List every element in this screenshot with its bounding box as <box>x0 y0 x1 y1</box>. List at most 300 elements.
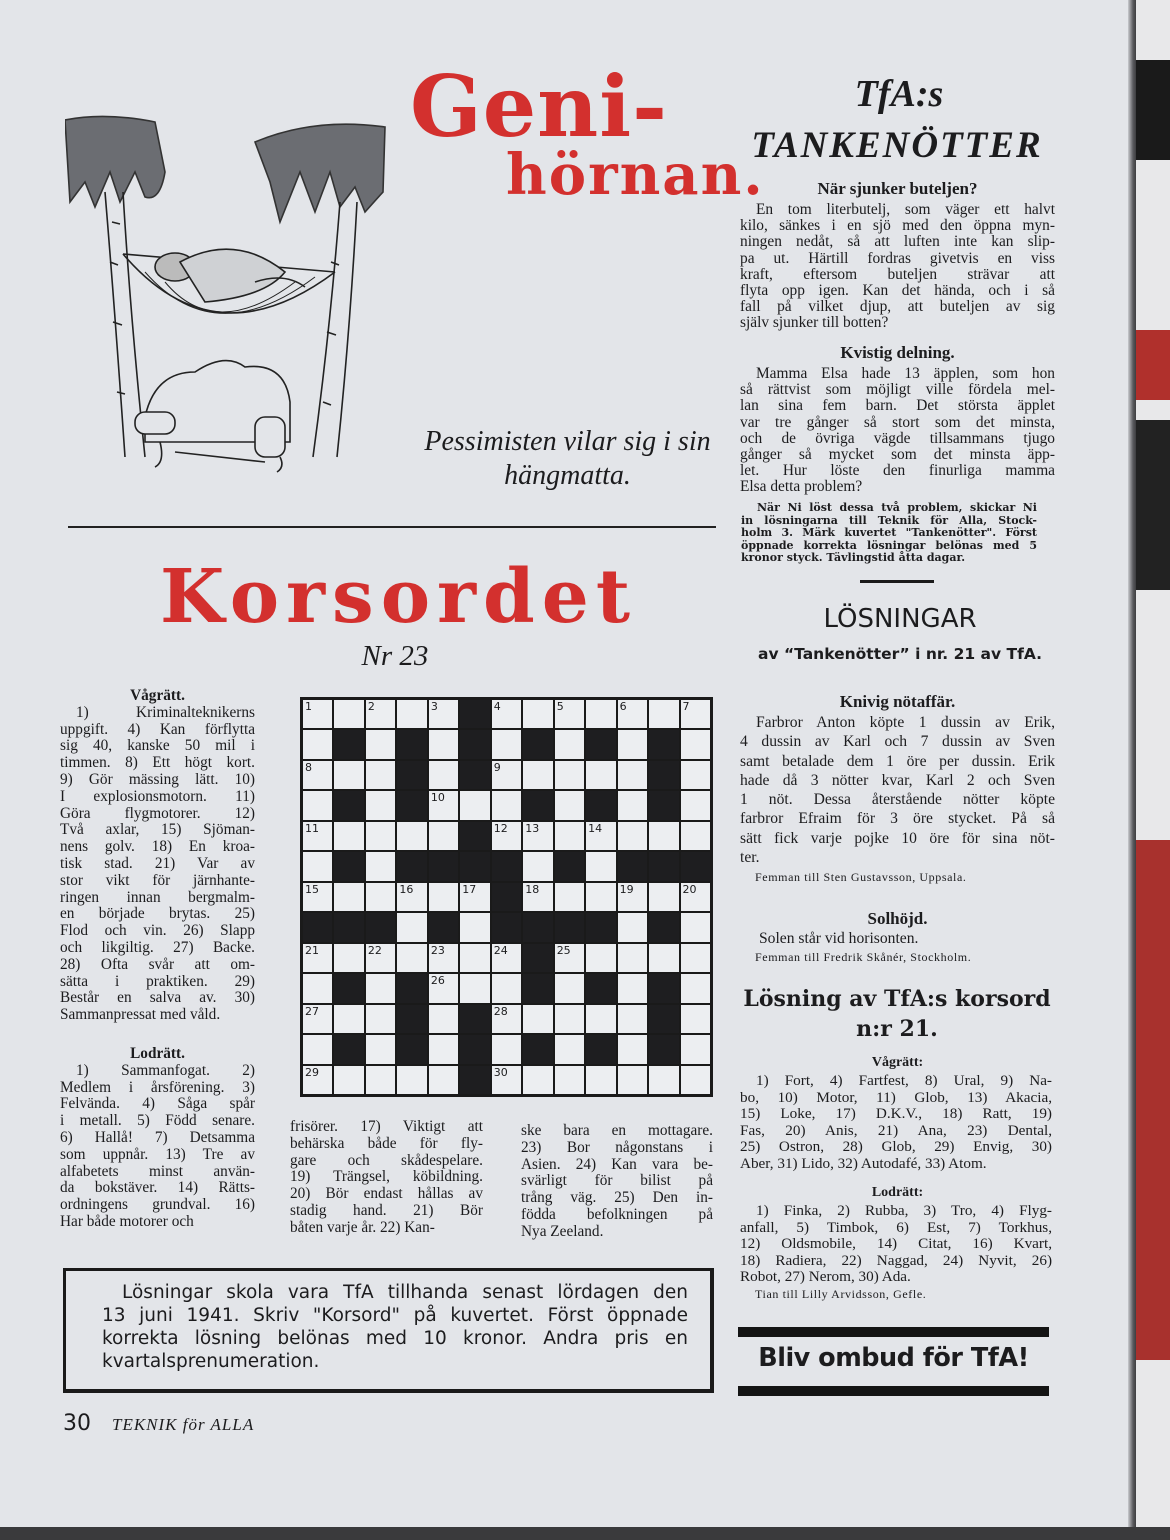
solution1-winner: Femman till Sten Gustavsson, Uppsala. <box>755 870 967 884</box>
crossword-cell[interactable] <box>397 913 426 941</box>
crossword-black-cell <box>460 1035 489 1063</box>
text-line: behärska både för fly- <box>290 1134 483 1152</box>
crossword-cell[interactable] <box>429 944 458 972</box>
crossword-cell[interactable] <box>429 974 458 1002</box>
text-line: 25) Ostron, 28) Glob, 29) Envig, 30) <box>740 1138 1052 1156</box>
text-line: var tre gånger så stort som det minsta, <box>740 413 1055 431</box>
crossword-black-cell <box>555 852 584 880</box>
crossword-cell[interactable] <box>649 883 678 911</box>
crossword-black-cell <box>492 883 521 911</box>
text-line: Aber, 31) Lido, 32) Autodafé, 33) Atom. <box>740 1154 987 1172</box>
solution2-title: Solhöjd. <box>867 909 928 928</box>
submission-notice-text <box>741 502 1037 565</box>
crossword-cell[interactable] <box>681 761 710 789</box>
crossword-black-cell <box>334 974 363 1002</box>
crossword-cell[interactable] <box>681 883 710 911</box>
text-line: stor vikt för järnhante- <box>60 871 255 889</box>
down-heading: Lodrätt. <box>130 1045 185 1062</box>
crossword-black-cell <box>618 852 647 880</box>
solution2-winner: Femman till Fredrik Skånér, Stockholm. <box>755 950 972 964</box>
crossword-cell[interactable] <box>586 852 615 880</box>
crossword-black-cell <box>397 791 426 819</box>
crossword-black-cell <box>366 913 395 941</box>
text-line: och de övriga vägde tillsammans tjugo <box>740 429 1055 447</box>
text-line: 1) Sammanfogat. 2) <box>76 1061 255 1079</box>
crossword-black-cell <box>334 852 363 880</box>
puzzle2-text <box>740 366 1055 496</box>
clue-number: 9 <box>493 760 501 774</box>
text-line: kraft, eftersom buteljen strävar att <box>740 265 1055 283</box>
crossword-black-cell <box>460 730 489 758</box>
crossword-cell[interactable] <box>303 883 332 911</box>
text-line: Fas, 20) Anis, 21) Ana, 23) Dental, <box>740 1121 1052 1139</box>
text-line: kilo, sänkes i en sjö med den öppna myn- <box>740 217 1055 235</box>
geni-title-line2: hörnan. <box>506 142 765 208</box>
crossword-cell[interactable] <box>460 791 489 819</box>
crossword-black-cell <box>492 913 521 941</box>
crossword-cell[interactable] <box>681 974 710 1002</box>
crossword-cell[interactable] <box>681 730 710 758</box>
crossword-black-cell <box>460 822 489 850</box>
text-line: gånger så mycket som det minsta äpp- <box>740 446 1055 464</box>
clue-number: 7 <box>682 700 690 713</box>
crossword-cell[interactable] <box>334 822 363 850</box>
text-line: En tom literbutelj, som väger ett halvt <box>756 201 1055 218</box>
crossword-black-cell <box>334 1035 363 1063</box>
crossword-cell[interactable] <box>618 761 647 789</box>
crossword-cell[interactable] <box>523 1005 552 1033</box>
crossword-cell[interactable] <box>555 883 584 911</box>
text-line: korrekta lösning belönas med 10 kronor. Andra pris en <box>102 1328 688 1349</box>
puzzle1-body <box>740 202 1055 332</box>
crossword-cell[interactable] <box>555 1035 584 1063</box>
text-line: ske bara en mottagare. <box>521 1122 713 1139</box>
text-line: lan sina fem barn. Det största äpplet <box>740 397 1055 415</box>
clue-number: 13 <box>525 821 540 835</box>
crossword-cell[interactable] <box>618 791 647 819</box>
crossword-cell[interactable] <box>681 791 710 819</box>
clue-number: 26 <box>430 974 445 988</box>
magazine-title: TEKNIK för ALLA <box>112 1415 255 1434</box>
crossword-cell[interactable] <box>429 883 458 911</box>
crossword-cell[interactable] <box>618 730 647 758</box>
text-line: 19) Trängsel, köbildning. <box>290 1168 483 1186</box>
crossword-grid[interactable] <box>300 697 713 1097</box>
text-line: flyta opp igen. Kan det hända, och i så <box>740 282 1055 300</box>
puzzle1-title: När sjunker buteljen? <box>817 179 978 198</box>
clue-number: 15 <box>305 882 319 896</box>
text-line: 1) Fort, 4) Fartfest, 8) Ural, 9) Na- <box>756 1072 1052 1089</box>
solutions-title: LÖSNINGAR <box>823 604 977 634</box>
clue-number: 5 <box>556 700 564 713</box>
crossword-cell[interactable] <box>366 730 395 758</box>
crossword-cell[interactable] <box>366 974 395 1002</box>
text-line: När Ni löst dessa två problem, skickar Ni <box>757 501 1037 514</box>
crossword-cell[interactable] <box>492 761 521 789</box>
adjacent-page-block <box>1136 420 1170 590</box>
text-line: Består en salva av. 30) <box>60 989 255 1007</box>
text-line: ningen nedåt, så att luften inte kan slip- <box>740 233 1055 251</box>
text-line: öppnade korrekta lösningar belönas med 5 <box>741 538 1037 552</box>
crossword-cell[interactable] <box>492 1035 521 1063</box>
crossword-cell[interactable] <box>303 822 332 850</box>
crossword-solution-title-line2: n:r 21. <box>856 1016 938 1042</box>
crossword-black-cell <box>460 1066 489 1094</box>
competition-rules-text <box>102 1281 688 1373</box>
crossword-cell[interactable] <box>366 761 395 789</box>
clue-number: 30 <box>493 1065 508 1079</box>
crossword-cell[interactable] <box>429 822 458 850</box>
caption-line2: hängmatta. <box>504 460 631 491</box>
competition-rules-box <box>63 1268 714 1393</box>
crossword-cell[interactable] <box>492 730 521 758</box>
crossword-cell[interactable] <box>303 700 332 728</box>
crossword-cell[interactable] <box>366 791 395 819</box>
clue-number: 6 <box>619 700 627 713</box>
text-line: som uppnår. 13) Tre av <box>60 1145 255 1163</box>
crossword-cell[interactable] <box>492 700 521 728</box>
crossword-cell[interactable] <box>429 1066 458 1094</box>
crossword-black-cell <box>460 700 489 728</box>
text-line: samt betalade dem 1 öre per dussin. Erik <box>740 752 1055 770</box>
crossword-black-cell <box>586 974 615 1002</box>
crossword-black-cell <box>397 761 426 789</box>
text-line: let. Hur löste den finurliga mamma <box>740 462 1055 480</box>
text-line: Mamma Elsa hade 13 äpplen, som hon <box>756 365 1055 382</box>
crossword-black-cell <box>649 852 678 880</box>
text-line: 28) Ofta svår att om- <box>60 955 255 973</box>
crossword-cell[interactable] <box>618 944 647 972</box>
crossword-black-cell <box>334 913 363 941</box>
crossword-cell[interactable] <box>618 1066 647 1094</box>
solution1-text <box>740 713 1055 867</box>
text-line: Robot, 27) Nerom, 30) Ada. <box>740 1268 911 1286</box>
crossword-cell[interactable] <box>649 1066 678 1094</box>
crossword-cell[interactable] <box>492 822 521 850</box>
crossword-cell[interactable] <box>555 1005 584 1033</box>
crossword-cell[interactable] <box>618 1005 647 1033</box>
crossword-cell[interactable] <box>460 913 489 941</box>
clue-number: 10 <box>430 791 445 805</box>
clue-number: 19 <box>619 882 634 896</box>
crossword-cell[interactable] <box>492 944 521 972</box>
crossword-cell[interactable] <box>334 700 363 728</box>
crossword-cell[interactable] <box>460 944 489 972</box>
crossword-cell[interactable] <box>429 791 458 819</box>
crossword-cell[interactable] <box>618 883 647 911</box>
crossword-black-cell <box>523 974 552 1002</box>
solution2-text: Solen står vid horisonten. <box>759 930 919 947</box>
crossword-cell[interactable] <box>523 822 552 850</box>
crossword-cell[interactable] <box>586 822 615 850</box>
crossword-black-cell <box>397 730 426 758</box>
crossword-cell[interactable] <box>397 883 426 911</box>
crossword-cell[interactable] <box>523 1066 552 1094</box>
crossword-cell[interactable] <box>649 700 678 728</box>
adjacent-page-edge <box>1136 0 1170 1527</box>
tankenotter-title-line1: TfA:s <box>854 73 944 115</box>
solution-across-text <box>740 1073 1052 1173</box>
crossword-black-cell <box>523 791 552 819</box>
crossword-black-cell <box>334 791 363 819</box>
crossword-cell[interactable] <box>492 974 521 1002</box>
crossword-cell[interactable] <box>303 730 332 758</box>
text-line: 12) Oldsmobile, 14) Citat, 16) Kvart, <box>740 1235 1052 1253</box>
crossword-cell[interactable] <box>681 944 710 972</box>
crossword-cell[interactable] <box>334 883 363 911</box>
crossword-cell[interactable] <box>681 913 710 941</box>
crossword-black-cell <box>649 913 678 941</box>
clue-number: 16 <box>399 882 414 896</box>
crossword-cell[interactable] <box>492 1005 521 1033</box>
tankenotter-title-line2: TANKENÖTTER <box>751 125 1043 166</box>
crossword-cell[interactable] <box>523 761 552 789</box>
text-line: i metall. 5) Född senare. <box>60 1112 255 1130</box>
crossword-cell[interactable] <box>460 974 489 1002</box>
crossword-cell[interactable] <box>303 1066 332 1094</box>
clue-number: 22 <box>367 943 382 957</box>
crossword-black-cell <box>649 791 678 819</box>
text-line: ringen innan bergmalm- <box>60 888 255 906</box>
cartoon-caption <box>420 425 715 493</box>
clue-number: 2 <box>367 700 375 713</box>
text-line: Asien. 24) Kan vara be- <box>521 1155 713 1173</box>
adjacent-page-block <box>1136 60 1170 160</box>
text-line: kvartalsprenumeration. <box>102 1351 320 1372</box>
crossword-cell[interactable] <box>334 1005 363 1033</box>
text-line: kronor styck. Tävlingstid åtta dagar. <box>741 551 966 565</box>
crossword-black-cell <box>397 1035 426 1063</box>
clue-number: 21 <box>305 943 319 957</box>
crossword-black-cell <box>681 852 710 880</box>
crossword-black-cell <box>460 761 489 789</box>
solutions-subtitle: av “Tankenötter” i nr. 21 av TfA. <box>757 645 1043 663</box>
crossword-black-cell <box>429 852 458 880</box>
crossword-cell[interactable] <box>586 1005 615 1033</box>
crossword-cell[interactable] <box>334 1066 363 1094</box>
crossword-cell[interactable] <box>681 1005 710 1033</box>
crossword-cell[interactable] <box>649 944 678 972</box>
crossword-cell[interactable] <box>555 730 584 758</box>
crossword-cell[interactable] <box>618 974 647 1002</box>
crossword-cell[interactable] <box>303 852 332 880</box>
text-line: Göra flygmotorer. 12) <box>60 804 255 822</box>
text-line: alfabetets minst använ- <box>60 1162 255 1180</box>
geni-title-line1: Geni- <box>410 57 669 156</box>
text-line: födda befolkningen på <box>521 1205 713 1223</box>
crossword-cell[interactable] <box>366 700 395 728</box>
clue-number: 11 <box>305 821 319 835</box>
across-clue-text <box>60 705 255 1024</box>
crossword-cell[interactable] <box>429 761 458 789</box>
down-clue-text-col3 <box>521 1123 713 1241</box>
crossword-cell[interactable] <box>429 1005 458 1033</box>
text-line: en började brytas. 25) <box>60 905 255 923</box>
crossword-black-cell <box>586 730 615 758</box>
crossword-cell[interactable] <box>618 913 647 941</box>
crossword-cell[interactable] <box>366 852 395 880</box>
crossword-cell[interactable] <box>303 1005 332 1033</box>
crossword-cell[interactable] <box>586 883 615 911</box>
crossword-cell[interactable] <box>618 822 647 850</box>
crossword-cell[interactable] <box>397 1066 426 1094</box>
crossword-cell[interactable] <box>429 700 458 728</box>
text-line: fall på vilket djup, att buteljen av sig <box>740 298 1055 316</box>
clue-number: 8 <box>305 760 312 774</box>
section-divider <box>68 526 716 528</box>
text-line: och likgiltig. 27) Backe. <box>60 938 255 956</box>
solution-down-text <box>740 1203 1052 1286</box>
page-number: 30 <box>63 1411 91 1436</box>
text-line: nens golv. 18) En kroa- <box>60 838 255 856</box>
text-line: Två axlar, 15) Sjöman- <box>60 821 255 839</box>
text-line: båten varje år. 22) Kan- <box>290 1218 435 1236</box>
text-line: Felvända. 4) Såga spår <box>60 1095 255 1113</box>
crossword-cell[interactable] <box>523 883 552 911</box>
crossword-black-cell <box>586 913 615 941</box>
crossword-cell[interactable] <box>334 761 363 789</box>
crossword-cell[interactable] <box>555 761 584 789</box>
crossword-title: Korsordet <box>160 554 638 640</box>
clue-number: 18 <box>525 882 540 896</box>
crossword-cell[interactable] <box>303 974 332 1002</box>
text-line: Har både motorer och <box>60 1212 194 1230</box>
crossword-cell[interactable] <box>460 883 489 911</box>
text-line: timmen. 8) Ett högt kort. <box>60 754 255 772</box>
text-line: Farbror Anton köpte 1 dussin av Erik, <box>756 714 1055 731</box>
clue-number: 25 <box>556 943 571 957</box>
crossword-cell[interactable] <box>366 883 395 911</box>
text-line: sig 40, kanske 50 mil i <box>60 737 255 755</box>
crossword-cell[interactable] <box>334 944 363 972</box>
crossword-cell[interactable] <box>397 700 426 728</box>
clue-number: 24 <box>493 943 508 957</box>
promo-bar-top <box>738 1327 1049 1337</box>
text-line: tisk stad. 21) Var av <box>60 854 255 872</box>
crossword-cell[interactable] <box>681 1066 710 1094</box>
crossword-cell[interactable] <box>555 700 584 728</box>
crossword-cell[interactable] <box>366 1005 395 1033</box>
text-line: 13 juni 1941. Skriv "Korsord" på kuvertet. Först öppnade <box>102 1305 688 1326</box>
crossword-black-cell <box>523 913 552 941</box>
crossword-black-cell <box>334 730 363 758</box>
text-line: uppgift. 4) Kan förflytta <box>60 720 255 738</box>
crossword-cell[interactable] <box>303 761 332 789</box>
submission-notice <box>741 502 1037 565</box>
solution-across-heading: Vågrätt: <box>871 1055 924 1070</box>
text-line: pa ut. Härtill fordras givetvis en viss <box>740 249 1055 267</box>
text-line: frisörer. 17) Viktigt att <box>290 1118 483 1135</box>
crossword-cell[interactable] <box>523 700 552 728</box>
text-line: Nya Zeeland. <box>521 1222 604 1240</box>
promo-bar-bottom <box>738 1386 1049 1396</box>
text-line: in lösningarna till Teknik för Alla, Stock- <box>741 513 1037 527</box>
crossword-cell[interactable] <box>555 944 584 972</box>
text-line: gare och skådespelare. <box>290 1151 483 1169</box>
text-line: Sammanpressat med våld. <box>60 1006 221 1024</box>
across-heading: Vågrätt. <box>130 687 185 704</box>
text-line: Lösningar skola vara TfA tillhanda senast lördagen den <box>122 1282 688 1303</box>
crossword-cell[interactable] <box>555 974 584 1002</box>
crossword-cell[interactable] <box>649 822 678 850</box>
clue-number: 14 <box>588 821 603 835</box>
crossword-cell[interactable] <box>303 791 332 819</box>
crossword-cell[interactable] <box>586 1066 615 1094</box>
text-line: anfall, 5) Timbok, 6) Est, 7) Torkhus, <box>740 1218 1052 1236</box>
adjacent-page-block <box>1136 840 1170 1360</box>
text-line: 6) Hallå! 7) Detsamma <box>60 1128 255 1146</box>
crossword-cell[interactable] <box>681 822 710 850</box>
crossword-cell[interactable] <box>397 822 426 850</box>
clue-number: 27 <box>305 1004 319 1018</box>
text-line: stadig hand. 21) Bör <box>290 1201 483 1219</box>
crossword-cell[interactable] <box>523 852 552 880</box>
text-line: 1) Kriminalteknikerns <box>76 703 255 721</box>
down-clues <box>60 1046 255 1231</box>
text-line: 9) Gör mässing lätt. 10) <box>60 770 255 788</box>
down-clue-text-col1 <box>60 1063 255 1231</box>
crossword-solution-winner: Tian till Lilly Arvidsson, Gefle. <box>755 1287 927 1301</box>
crossword-cell[interactable] <box>366 1035 395 1063</box>
text-line: sätta i praktiken. 29) <box>60 972 255 990</box>
text-line: Medlem i årsförening. 3) <box>60 1078 255 1096</box>
crossword-cell[interactable] <box>555 1066 584 1094</box>
crossword-cell[interactable] <box>618 1035 647 1063</box>
crossword-cell[interactable] <box>366 822 395 850</box>
clue-number: 17 <box>462 882 477 896</box>
puzzle2-title: Kvistig delning. <box>840 343 955 362</box>
down-clue-text-col2 <box>290 1119 483 1237</box>
crossword-black-cell <box>649 974 678 1002</box>
crossword-cell[interactable] <box>366 1066 395 1094</box>
crossword-cell[interactable] <box>492 791 521 819</box>
text-line: bo, 10) Motor, 11) Glob, 13) Akacia, <box>740 1088 1052 1106</box>
crossword-cell[interactable] <box>492 1066 521 1094</box>
text-line: da bokstäver. 14) Rätts- <box>60 1179 255 1197</box>
crossword-black-cell <box>492 852 521 880</box>
crossword-cell[interactable] <box>586 761 615 789</box>
crossword-cell[interactable] <box>429 1035 458 1063</box>
crossword-cell[interactable] <box>586 700 615 728</box>
down-clues-col3 <box>521 1123 713 1241</box>
text-line: 4 dussin av Karl och 7 dussin av Sven <box>740 733 1055 751</box>
clue-number: 20 <box>682 882 697 896</box>
crossword-cell[interactable] <box>555 791 584 819</box>
crossword-cell[interactable] <box>366 944 395 972</box>
crossword-black-cell <box>397 1005 426 1033</box>
text-line: hade då 3 nötter kvar, Karl 2 och Sven <box>740 771 1055 789</box>
crossword-cell[interactable] <box>555 822 584 850</box>
text-line: så rättvist som möjligt ville fördela mel- <box>740 381 1055 399</box>
down-clues-col2 <box>290 1119 483 1237</box>
crossword-cell[interactable] <box>681 700 710 728</box>
crossword-black-cell <box>523 730 552 758</box>
crossword-cell[interactable] <box>618 700 647 728</box>
text-line: trång väg. 25) Den in- <box>521 1189 713 1207</box>
crossword-cell[interactable] <box>429 730 458 758</box>
adjacent-page-block <box>1136 330 1170 400</box>
crossword-black-cell <box>586 1035 615 1063</box>
crossword-cell[interactable] <box>586 944 615 972</box>
crossword-cell[interactable] <box>681 1035 710 1063</box>
clue-number: 29 <box>305 1065 319 1079</box>
crossword-cell[interactable] <box>303 944 332 972</box>
crossword-black-cell <box>303 913 332 941</box>
crossword-cell[interactable] <box>303 1035 332 1063</box>
text-line: 20) Bör endast hållas av <box>290 1185 483 1203</box>
crossword-cell[interactable] <box>397 944 426 972</box>
crossword-black-cell <box>555 913 584 941</box>
